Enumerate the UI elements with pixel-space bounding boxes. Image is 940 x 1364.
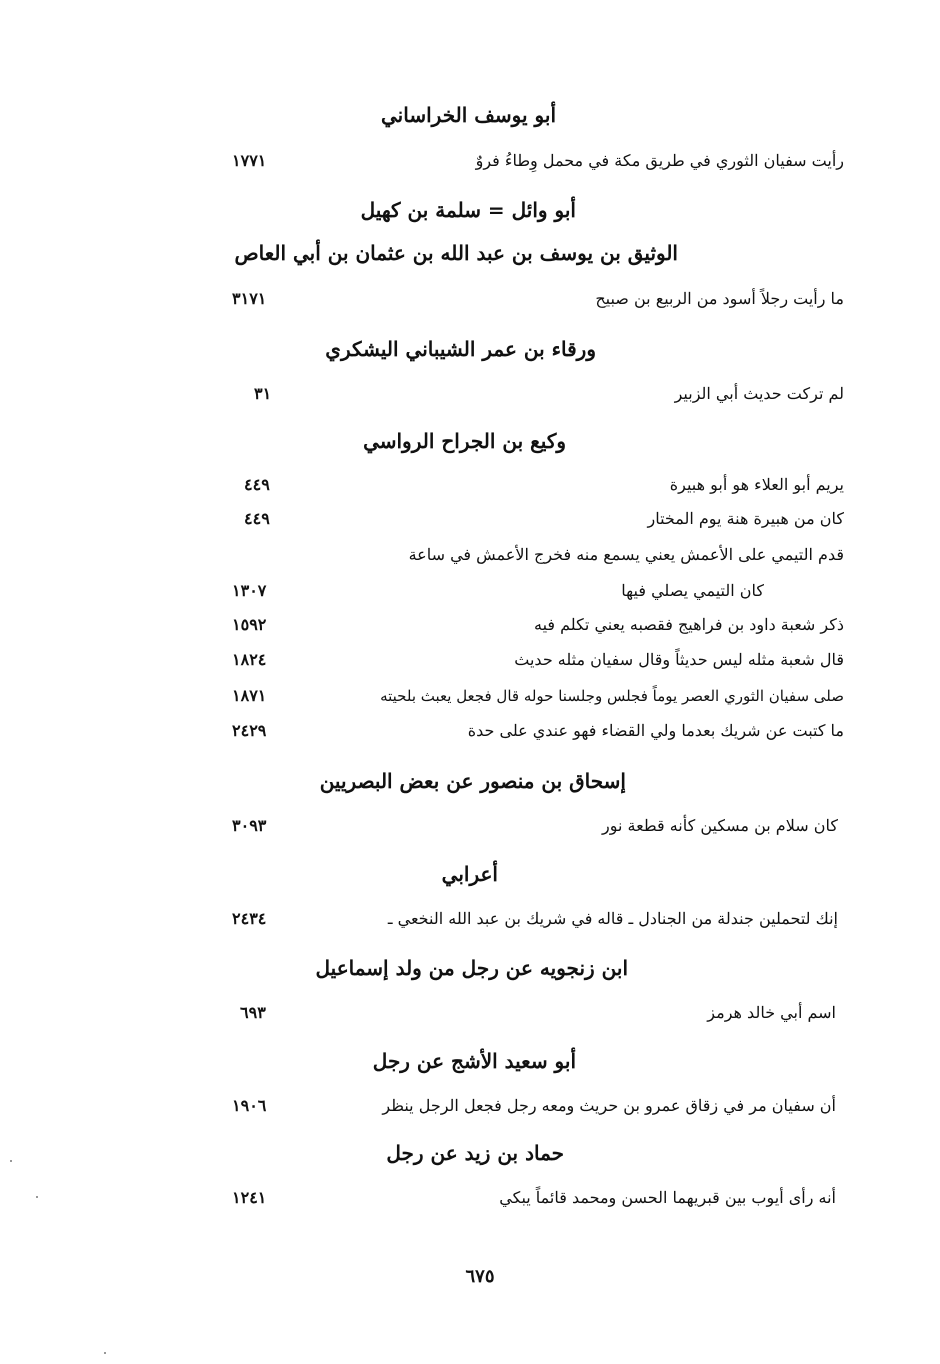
index-entry xyxy=(0,379,940,409)
entry-text: قدم التيمي على الأعمش يعني يسمع منه فخرج الأعمش في ساعة xyxy=(408,545,844,564)
entry-text: كان التيمي يصلي فيها xyxy=(621,581,764,600)
entry-ref-number: ٤٤٩ xyxy=(244,475,270,494)
entry-ref-number: ٣٠٩٣ xyxy=(232,816,267,835)
entry-ref-number: ١٧٧١ xyxy=(232,151,267,170)
index-entry xyxy=(0,811,940,841)
entry-text: كان سلام بن مسكين كأنه قطعة نور xyxy=(602,816,838,835)
section-heading: إسحاق بن منصور عن بعض البصريين xyxy=(319,769,626,793)
scan-speck xyxy=(10,1160,12,1162)
entry-text: صلى سفيان الثوري العصر يوماً فجلس وجلسنا حوله قال فجعل يعبث بلحيته xyxy=(380,687,844,705)
section-heading: ورقاء بن عمر الشيباني اليشكري xyxy=(325,337,596,361)
entry-ref-number: ٣١٧١ xyxy=(232,289,267,308)
index-entry xyxy=(0,681,940,711)
index-entry xyxy=(0,470,940,500)
entry-ref-number: ١٢٤١ xyxy=(232,1188,267,1207)
section-heading: أبو سعيد الأشج عن رجل xyxy=(372,1049,576,1073)
index-entry xyxy=(0,645,940,675)
section-heading: ابن زنجويه عن رجل من ولد إسماعيل xyxy=(315,956,628,980)
section-heading: الوثيق بن يوسف بن عبد الله بن عثمان بن أبي العاص xyxy=(234,241,678,265)
entry-ref-number: ١٨٧١ xyxy=(232,686,267,705)
index-entry xyxy=(0,540,940,570)
entry-text: لم تركت حديث أبي الزبير xyxy=(674,384,844,403)
entry-text: ما كتبت عن شريك بعدما ولي القضاء فهو عندي على حدة xyxy=(467,721,844,740)
scan-speck xyxy=(36,1196,38,1198)
entry-text: أن سفيان مر في زقاق عمرو بن حريث ومعه رجل فجعل الرجل ينظر xyxy=(382,1096,836,1115)
index-entry xyxy=(0,1183,940,1213)
scan-speck xyxy=(104,1352,106,1354)
entry-ref-number: ٦٩٣ xyxy=(240,1003,266,1022)
index-entry xyxy=(0,146,940,176)
section-heading: حماد بن زيد عن رجل xyxy=(386,1141,564,1165)
entry-ref-number: ١٩٠٦ xyxy=(232,1096,267,1115)
section-heading: أبو يوسف الخراساني xyxy=(381,103,556,127)
entry-ref-number: ٣١ xyxy=(254,384,272,403)
entry-text: رأيت سفيان الثوري في طريق مكة في محمل وِطاءُ فروٌ xyxy=(475,151,844,170)
entry-text: إنك لتحملين جندلة من الجنادل ـ قاله في شريك بن عبد الله النخعي ـ xyxy=(387,909,838,928)
entry-text: قال شعبة مثله ليس حديثاً وقال سفيان مثله حديث xyxy=(514,650,844,669)
entry-text: ما رأيت رجلاً أسود من الربيع بن صبيح xyxy=(595,289,844,308)
index-entry xyxy=(0,1091,940,1121)
index-entry xyxy=(0,284,940,314)
entry-ref-number: ٢٤٢٩ xyxy=(232,721,267,740)
index-entry xyxy=(0,716,940,746)
index-entry xyxy=(0,904,940,934)
section-heading: أعرابي xyxy=(441,862,498,886)
entry-text: يريم أبو العلاء هو أبو هبيرة xyxy=(669,475,844,494)
section-heading: وكيع بن الجراح الرواسي xyxy=(363,429,566,453)
index-entry xyxy=(0,610,940,640)
index-entry xyxy=(0,998,940,1028)
section-heading: أبو وائل = سلمة بن كهيل xyxy=(360,198,576,222)
entry-text: أنه رأى أيوب بين قبريهما الحسن ومحمد قائماً يبكي xyxy=(499,1188,836,1207)
entry-ref-number: ١٥٩٢ xyxy=(232,615,267,634)
entry-ref-number: ٤٤٩ xyxy=(244,509,270,528)
page-number: ٦٧٥ xyxy=(465,1266,495,1287)
index-entry xyxy=(0,504,940,534)
index-entry xyxy=(0,576,940,606)
entry-text: كان من هبيرة هنة يوم المختار xyxy=(647,509,844,528)
entry-ref-number: ١٣٠٧ xyxy=(232,581,267,600)
entry-text: اسم أبي خالد هرمز xyxy=(707,1003,836,1022)
entry-ref-number: ١٨٢٤ xyxy=(232,650,267,669)
entry-ref-number: ٢٤٣٤ xyxy=(232,909,267,928)
entry-text: ذكر شعبة داود بن فراهيج فقصبه يعني تكلم فيه xyxy=(533,615,844,634)
